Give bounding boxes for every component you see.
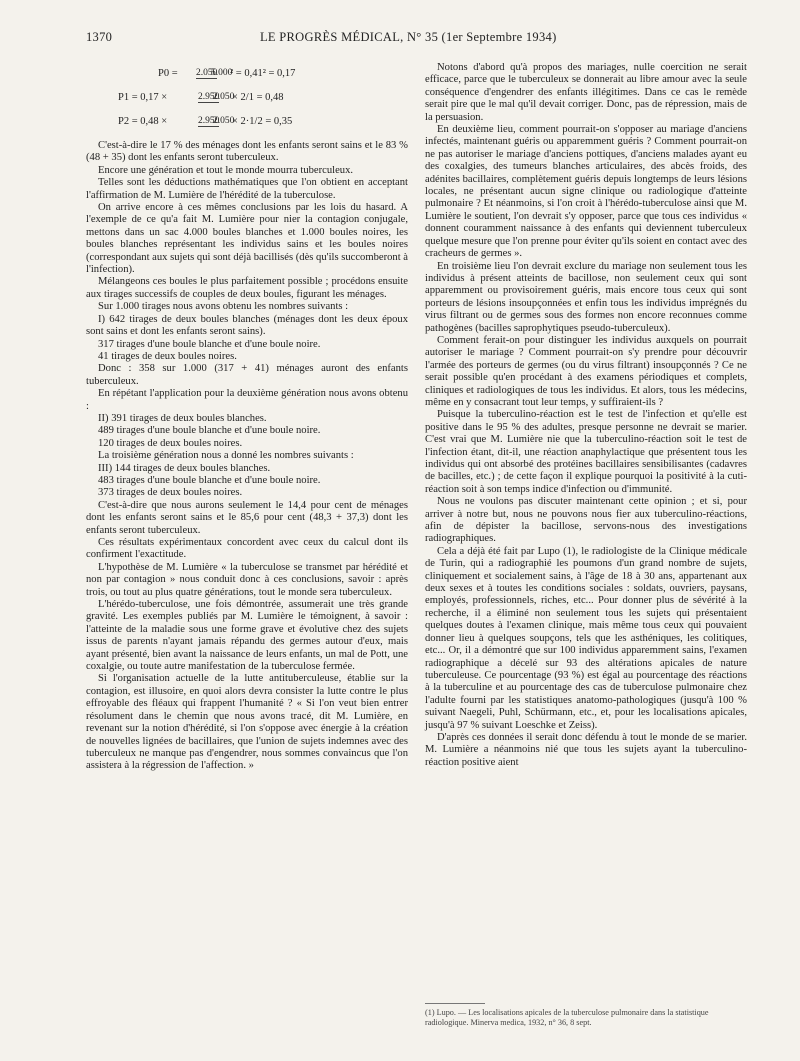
paragraph: 317 tirages d'une boule blanche et d'une boule noire. — [98, 338, 321, 350]
paragraph: D'après ces données il serait donc défendu à tout le monde de se marier. M. Lumière a néanmoins nié que tous les sujets ayant la tuberculino-réaction positive aient — [425, 731, 747, 768]
paragraph: En répétant l'application pour la deuxième génération nous avons obtenu : — [86, 388, 408, 412]
paragraph: 120 tirages de deux boules noires. — [98, 437, 243, 449]
formula-rhs: × 2/1 = 0,48 — [232, 92, 284, 103]
paragraph: 489 tirages d'une boule blanche et d'une boule noire. — [98, 425, 321, 437]
fraction-numerator: 2.950 — [198, 92, 220, 102]
paragraph: En troisième lieu l'on devrait exclure du mariage non seulement tous les individus à présent atteints de bacillose, non seulement ceux qui sont apparemment ou provisoirement guéris, mais encore tous ceux qui sont porteurs de lésions insoupçonnées et enfin tous les individus imprégnés du virus filtrant ou de germes sous des formes non encore reconnues comme pathogènes (bacilles saprophytiques pseudo-tuberculeux). — [425, 260, 747, 334]
paragraph: C'est-à-dire que nous aurons seulement le 14,4 pour cent de ménages dont les enfants seront sains et le 85,6 pour cent (48,3 + 37,3) dont les enfants seront tuberculeux. — [86, 499, 408, 536]
right-column — [425, 62, 747, 769]
paragraph: Notons d'abord qu'à propos des mariages, nulle coercition ne serait efficace, parce que le tuberculeux se donnerait au libre amour avec la seule conséquence d'engendrer des enfants illégitimes. Dans ce cas le remède serait pire que le mal qu'il devait corriger. Donc, pas de répression, mais de la persuasion. — [425, 62, 747, 123]
running-title: LE PROGRÈS MÉDICAL, N° 35 (1er Septembre 1934) — [260, 30, 557, 44]
running-header — [86, 30, 734, 48]
paragraph: Encore une génération et tout le monde mourra tuberculeux. — [98, 164, 354, 176]
formula-rhs: × 2·1/2 = 0,35 — [232, 116, 293, 127]
paragraph: Cela a déjà été fait par Lupo (1), le radiologiste de la Clinique médicale de Turin, qui a radiographié les poumons d'un grand nombre de sujets, cliniquement et socialement sains, à l'âge de 18 à 30 ans, appartenant aux deux sexes et à toutes les conditions sociales : soldats, ouvriers, paysans, employés, professionnels, riches, etc... Pour donner plus de sévérité à la recherche, il a éliminé non seulement tous les sujets qui présentaient quelques doutes à l'examen clinique, mais même tous ceux qui pouvaient donner lieu à quelques soupçons, tels que les asthéniques, les colitiques, etc... Or, il a démontré que sur 100 individus apparemment sains, l'examen radiographique a décelé sur 93 des altérations apicales de nature tuberculeuse. Ce pourcentage (93 %) est égal au pourcentage des réactions à la tuberculine et au pourcentage des cas de tuberculose pulmonaire chez l'adulte fourni par les statistiques anatomo-pathologiques (jusqu'à 100 % suivant Naegeli, Puhl, Schürmann, etc., et, pour les localisations apicales, jusqu'à 97 % suivant Loeschke et Zeiss). — [425, 545, 747, 731]
paragraph: I) 642 tirages de deux boules blanches (ménages dont les deux époux sont sains et dont les enfants seront sains). — [86, 313, 408, 338]
paragraph: Ces résultats expérimentaux concordent avec ceux du calcul dont ils confirment l'exactitude. — [86, 537, 408, 561]
formula-p2 — [118, 110, 408, 134]
paragraph: C'est-à-dire le 17 % des ménages dont les enfants seront sains et le 83 % (48 + 35) dont les enfants seront tuberculeux. — [86, 140, 408, 164]
paragraph: La troisième génération nous a donné les nombres suivants : — [98, 450, 354, 462]
paragraph: 41 tirages de deux boules noires. — [98, 350, 237, 362]
fraction-denominator: 2.050 — [213, 116, 235, 126]
paragraph: Sur 1.000 tirages nous avons obtenu les nombres suivants : — [98, 301, 349, 313]
paragraph: Puisque la tuberculino-réaction est le test de l'infection et qu'elle est positive dans le 95 % des adultes, presque personne ne devrait se marier. C'est vrai que M. Lumière nie que la tuberculino-réaction soit le test de l'infection étant, dit-il, une réaction anaphylactique que présentent tous les individus qui ont absorbé des protéines bacillaires sensibilisantes (cadavres de bacilles, etc.) ; de cette façon il explique pourquoi la positivité à la cuti-réaction soit à son temps indice d'infection ou d'immunité. — [425, 409, 747, 495]
paragraph: 373 tirages de deux boules noires. — [98, 487, 243, 499]
fraction-denominator: 2.050 — [213, 92, 235, 102]
paragraph: Nous ne voulons pas discuter maintenant cette opinion ; et si, pour arriver à notre but, nous ne pouvons nous fier aux tuberculino-réactions, afin de dépister la bacillose, servons-nous des investigations radiographiques. — [425, 496, 747, 545]
left-column — [86, 62, 408, 773]
page-number: 1370 — [86, 30, 113, 44]
formula-rhs: ² = 0,41² = 0,17 — [230, 68, 296, 79]
fraction-numerator: 2.050 — [196, 68, 218, 78]
footnote: (1) Lupo. — Les localisations apicales de la tuberculose pulmonaire dans la statistique radiologique. Minerva medica, 1932, n° 36, 8 sept. — [425, 1008, 709, 1027]
fraction-denominator: 5.000 — [211, 68, 233, 78]
formula-lhs: P1 = 0,17 × — [118, 92, 168, 103]
paragraph: Comment ferait-on pour distinguer les individus auxquels on pourrait autoriser le mariage ? Comment pourrait-on s'y prendre pour découvrir l'armée des porteurs de germes (ou du virus filtrant) insoupçonnés ? Ce ne serait possible qu'en procédant à des examens périodiques et complets, cliniques et radiologiques de tous les individus. Et alors, tous les médecins, même en y consacrant tout leur temps, y suffiraient-ils ? — [425, 334, 747, 408]
paragraph: 483 tirages d'une boule blanche et d'une boule noire. — [98, 474, 321, 486]
paragraph: III) 144 tirages de deux boules blanches. — [98, 462, 271, 474]
paragraph: On arrive encore à ces mêmes conclusions par les lois du hasard. A l'exemple de ce qu'a fait M. Lumière pour nier la contagion conjugale, mettons dans un sac 4.000 boules blanches et 1.000 boules noires, les boules blanches représentant les individus sains et les boules noires (correspondant aux sujets qui sont déjà bacillisés (dès qu'ils succomberont à l'infection). — [86, 202, 408, 276]
footnote-divider — [425, 1003, 485, 1004]
paragraph: II) 391 tirages de deux boules blanches. — [98, 412, 267, 424]
fraction-numerator: 2.950 — [198, 116, 220, 126]
paragraph: Donc : 358 sur 1.000 (317 + 41) ménages auront des enfants tuberculeux. — [86, 363, 408, 387]
formula-p1 — [118, 86, 408, 110]
paragraph: L'hérédo-tuberculose, une fois démontrée, assumerait une très grande gravité. Les exemples publiés par M. Lumière le témoignent, à savoir : l'atteinte de la maladie sous une forme grave et évolutive chez des sujets issus de parents n'ayant jamais répandu des germes autour d'eux, mais ayant présenté, bien avant la naissance de leurs enfants, un mal de Pott, une coxalgie, ou toute autre manifestation de la tuberculose fermée. — [86, 599, 408, 673]
formula-p0 — [118, 62, 408, 86]
paragraph: En deuxième lieu, comment pourrait-on s'opposer au mariage d'anciens infectés, maintenant guéris ou apparemment guéris ? Comment pourrait-on ne pas autoriser le mariage d'anciens pottiques, d'anciens malades ayant eu des coxalgies, des tumeurs blanches articulaires, des abcès froids, des adénites bacillaires, complètement guéris depuis longtemps de leurs lésions locales, ne présentant aucun signe clinique ou radiologique d'atteinte pulmonaire ? Et néanmoins, si l'on croit à l'hérédo-tuberculose ainsi que M. Lumière le soutient, l'on devrait s'y opposer, parce que tous ces individus « donnent couramment naissance à des enfants qui deviennent tuberculeux quelque mesure que l'on prenne pour éviter qu'ils soient en contact avec des cracheurs de germes ». — [425, 124, 747, 260]
paragraph: Mélangeons ces boules le plus parfaitement possible ; procédons ensuite aux tirages successifs de couples de deux boules, figurant les ménages. — [86, 276, 408, 300]
paragraph: Si l'organisation actuelle de la lutte antituberculeuse, établie sur la contagion, est illusoire, en quoi alors devra consister la lutte contre le plus effroyable des fléaux qui frappent l'humanité ? « Si l'on veut bien entrer résolument dans le chemin que nous avons tracé, dit M. Lumière, en revenant sur la notion d'hérédité, si l'on s'oppose avec énergie à la création de nouvelles lignées de bacillaires, que l'union de sujets indemnes avec des tuberculeux ne manque pas d'engendrer, nous sommes convaincus que l'on assistera à la régression de l'affection. » — [86, 673, 408, 772]
paragraph: L'hypothèse de M. Lumière « la tuberculose se transmet par hérédité et non par contagion » nous conduit donc à ces conclusions, savoir : après trois, ou tout au plus quatre générations, tout le monde sera tuberculeux. — [86, 561, 408, 598]
paragraph: Telles sont les déductions mathématiques que l'on obtient en acceptant l'affirmation de M. Lumière de l'hérédité de la tuberculose. — [86, 177, 408, 201]
formula-lhs: P0 = — [158, 68, 178, 79]
formula-lhs: P2 = 0,48 × — [118, 116, 168, 127]
